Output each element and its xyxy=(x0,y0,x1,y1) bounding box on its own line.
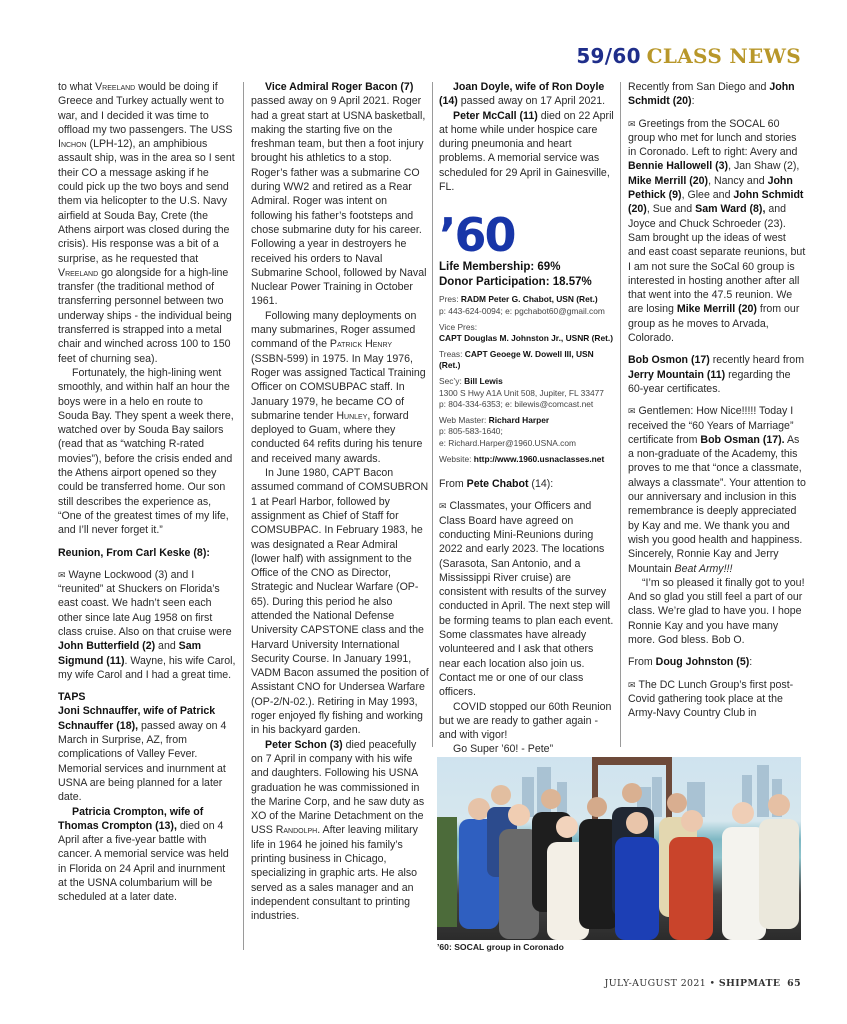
plant xyxy=(437,817,457,927)
chabot-heading: From Pete Chabot (14): xyxy=(439,478,554,491)
envelope-icon: ✉ xyxy=(439,501,447,512)
column-4 xyxy=(628,80,806,720)
page-footer xyxy=(605,978,801,989)
socal-intro: Recently from San Diego and John Schmidt (20): xyxy=(628,81,795,108)
column-divider xyxy=(243,82,244,950)
section-title: CLASS NEWS xyxy=(646,44,801,68)
taps-heading: TAPS xyxy=(58,691,86,704)
column-3 xyxy=(439,80,615,757)
obituary-schon: Peter Schon (3) died peacefully on 7 April in company with his wife and daughters. Following his USNA graduation he was commissioned in the Marine Corp, and he saw duty as XO of the Marine Detachment on the USS Randolph. After leaving military life in 1964 he joined his family’s printing business in Chicago, specializing in graphic arts. He also served as a sales manager and an independent consultant to printing industries. xyxy=(251,738,425,923)
story-paragraph: Fortunately, the high-lining went smoothly, and within half an hour the boys were in a helo en route to Souda Bay. They spent a week there, watched over by Souda Bay sailors (read that as “watching R-rated movies”), before the crisis ended and the Athens airport opened so they could be transferred home. Our son still describes the experience as, “One of the greatest times of my life, and I’ll never forget it.” xyxy=(58,366,234,537)
officer-treasurer: Treas: CAPT Geoege W. Dowell III, USN (Ret.) xyxy=(439,348,594,371)
ship-name: Vreeland xyxy=(58,266,99,279)
issue-date: JULY-AUGUST 2021 • xyxy=(604,978,719,989)
ship-name: Inchon xyxy=(58,138,87,151)
people xyxy=(459,783,799,940)
story-vreeland: to what Vreeland would be doing if Greece and Turkey actually went to war, and I decided it was time to offload my two passengers. The USS Inchon (LPH-12), an amphibious assault ship, was in the area so I sent their CO a message asking if he could pick up the two boys and send them via helicopter to the U.S. Navy airfield at Souda Bay, Crete (the Athens airport was closed during the crisis). His response was a bit of a surprise, as he requested that Vreeland go alongside for a high-line transfer (the traditional method of transferring personnel between two underway ships - the individual being transferred is strapped into a metal chair and winched across 100 to 150 feet of churning sea). xyxy=(58,81,235,365)
obituary-paragraph: In June 1980, CAPT Bacon assumed command of COMSUBRON 1 at Pearl Harbor, followed by assignment as Chief of Staff for COMSUBPAC. In February 1983, he was designated a Rear Admiral (lower half) with assignment to the Office of the CNO as Director, Strategic and Nuclear Warfare (OP-65). During this period he also attended the National Defense University CAPSTONE class and the Harvard University International Security Course. In January 1991, VADM Bacon assumed the position of Assistant CNO for Undersea Warfare (OP-2/N-02.). Retiring in May 1993, roger enjoyed fly fishing and working in his backyard garden. xyxy=(251,467,429,737)
section-header xyxy=(576,44,801,69)
obituary-mccall: Peter McCall (11) died on 22 April at home while under hospice care during pneumonia and heart problems. A memorial service was scheduled for 29 April in Gainesville, FL. xyxy=(439,109,614,194)
mountain-letter: ✉ Gentlemen: How Nice!!!!! Today I received the “60 Years of Marriage” certificate from Bob Osman (17). As a non-graduate of the Academy, this proves to me that “once a classmate, always a classmate”. Your attention to our anniversary and inclusion in this remembrance is deeply appreciated by Kay and me. We thank you and wish you good health and happiness. Sincerely, Ronnie Kay and Jerry Mountain Beat Army!!! xyxy=(628,405,806,575)
envelope-icon: ✉ xyxy=(628,679,636,690)
life-membership: Life Membership: 69% xyxy=(439,261,561,274)
taps-entry: Joni Schnauffer, wife of Patrick Schnauffer (18), passed away on 4 March in Surprise, AZ, from complications of Valley Fever. Memorial services and inurnment at USNA are being planned for a later date. xyxy=(58,705,227,804)
osmon-intro: Bob Osmon (17) recently heard from Jerry Mountain (11) regarding the 60-year certificates. xyxy=(628,354,805,395)
socal-letter: ✉ Greetings from the SOCAL 60 group who met for lunch and stories in Coronado. Left to right: Avery and Bennie Hallowell (3), Jan Shaw (2), Mike Merrill (20), Nancy and John Pethick (9), Glee and John Schmidt (20), Sue and Sam Ward (8), and Joyce and Chuck Schroeder (23). Sam brought up the ideas of west and east coast separate reunions, but I am not sure the SoCal 60 group is interested in hosting another after all that went into the 47.5 reunion. We are losing Mike Merrill (20) from our group as he moves to Arvada, Colorado. xyxy=(628,117,806,345)
class-website: Website: http://www.1960.usnaclasses.net xyxy=(439,453,605,464)
chabot-paragraph: COVID stopped our 60th Reunion but we are ready to gather again - and with vigor! xyxy=(439,700,612,742)
class-number: ’60 xyxy=(439,208,515,263)
obituary-bacon: Vice Admiral Roger Bacon (7) passed away on 9 April 2021. Roger had a great start at USNA basketball, making the starting five on the freshman team, but then a foot injury brought his athletics to a stop. Roger’s father was a submarine CO during WW2 and retired as a Rear Admiral. Roger was intent on following his father’s footsteps and chose submarine duty for his career. Following a year in destroyers he received his orders to Naval Submarine School, followed by Naval Nuclear Power Training in October 1961. xyxy=(251,81,427,308)
donor-participation: Donor Participation: 18.57% xyxy=(439,276,592,289)
group-photo xyxy=(437,757,801,940)
envelope-icon: ✉ xyxy=(58,569,66,580)
johnston-letter: ✉ The DC Lunch Group’s first post-Covid gathering took place at the Army-Navy Country Club in xyxy=(628,678,794,720)
ship-name: Patrick Henry xyxy=(329,338,393,351)
group-photo-illustration xyxy=(437,757,801,940)
osmon-reply: “I’m so pleased it finally got to you! And so glad you still feel a part of our class. We’re glad to have you. I hope Ronnie Kay and you have many more. God bless. Bob O. xyxy=(628,576,805,646)
reunion-story: ✉ Wayne Lockwood (3) and I “reunited” at Shuckers on Florida’s east coast. We hadn’t seen each other since late Aug 1958 on first class cruise. Also on that cruise were John Butterfield (2) and Sam Sigmund (11). Wayne, his wife Carol, my wife Carol and I had a great time. xyxy=(58,568,236,681)
website-link[interactable]: http://www.1960.usnaclasses.net xyxy=(473,453,605,464)
johnston-heading: From Doug Johnston (5): xyxy=(628,656,753,669)
magazine-name: SHIPMATE xyxy=(718,978,781,989)
chabot-signoff: Go Super ’60! - Pete” xyxy=(453,743,554,756)
photo-caption: ’60: SOCAL group in Coronado xyxy=(437,942,564,952)
obituary-doyle: Joan Doyle, wife of Ron Doyle (14) passed away on 17 April 2021. xyxy=(439,81,606,108)
page-number: 65 xyxy=(787,978,801,989)
officer-vice-president: Vice Pres: CAPT Douglas M. Johnston Jr., USNR (Ret.) xyxy=(439,321,614,344)
chabot-letter: ✉ Classmates, your Officers and Class Board have agreed on conducting Mini-Reunions during 2022 and early 2023. The locations (Sarasota, San Antonio, and a Mississippi River cruise) are consistent with results of the survey conducted in April. The next step will be forming teams to plan each event. Some classmates have already volunteered and I ask that others near each location also join us. Contact me or one of our class officers. xyxy=(439,500,614,699)
ship-name: Randolph xyxy=(275,824,318,837)
obituary-paragraph: Following many deployments on many submarines, Roger assumed command of the Patrick Henry (SSBN-599) in 1975. In May 1976, Roger was assigned Tactical Training Officer on COMSUBPAC staff. In January 1979, he became CO of submarine tender Hunley, forward deployed to Guam, where they conducted 64 refits during his tenure and received many awards. xyxy=(251,309,426,465)
officer-secretary: Sec’y: Bill Lewis 1300 S Hwy A1A Unit 508, Jupiter, FL 33477 p: 804-334-6353; e: bilewis@comcast.net xyxy=(439,375,604,410)
envelope-icon: ✉ xyxy=(628,406,636,417)
column-divider xyxy=(432,82,433,747)
column-divider xyxy=(620,82,621,747)
ship-name: Vreeland xyxy=(95,81,136,93)
officer-president: Pres: RADM Peter G. Chabot, USN (Ret.) p: 443-624-0094; e: pgchabot60@gmail.com xyxy=(439,294,605,316)
officer-webmaster: Web Master: Richard Harper p: 805-583-1640; e: Richard.Harper@1960.USNA.com xyxy=(439,414,576,448)
window-frame xyxy=(592,757,672,765)
envelope-icon: ✉ xyxy=(628,118,636,129)
ship-name: Hunley xyxy=(336,409,368,422)
column-2 xyxy=(251,80,429,924)
reunion-heading: Reunion, From Carl Keske (8): xyxy=(58,546,210,559)
taps-entry: Patricia Crompton, wife of Thomas Crompton (13), died on 4 April after a five-year battle with cancer. A memorial service was held in Florida on 24 April and inurnment at the USNA columbarium will be scheduled at a later date. xyxy=(58,805,229,904)
column-1 xyxy=(58,80,236,905)
class-years: 59/60 xyxy=(576,44,641,68)
